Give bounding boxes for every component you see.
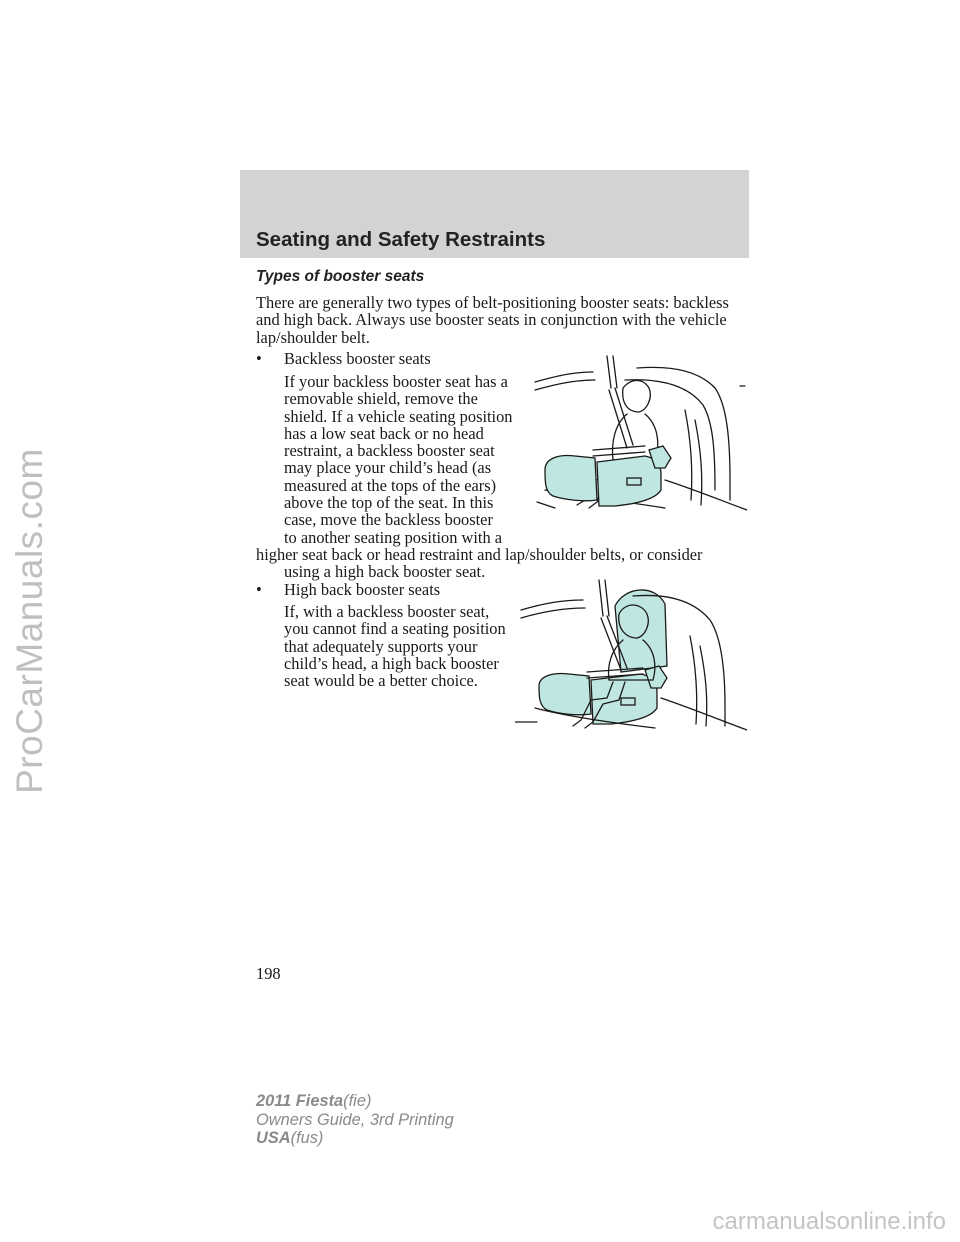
paragraph-backless: If your backless booster seat has a removable shield, remove the shield. If a vehicle seating position has a low seat back or no head restraint, a backless booster seat may place your child’s head (as measured at the tops of the ears) above the top of the seat. In this case, move the backless booster to another seating position with a higher seat back or head restraint and lap/shoulder belts, or consider using a high back booster seat. [256,372,703,582]
bottom-watermark: carmanualsonline.info [712,1208,946,1235]
section-header [240,170,749,258]
subsection-heading: Types of booster seats [256,268,425,285]
bullet-marker: • [256,580,262,599]
bullet-marker: • [256,349,262,368]
bullet-backless [256,350,556,367]
bullet-label: Backless booster seats [284,349,431,368]
side-watermark-text: ProCarManuals.com [9,448,51,794]
paragraph-high-back: If, with a backless booster seat, you cannot find a seating position that adequately supports your child’s head, a high back booster seat would be a better choice. [284,602,506,691]
footer-line-1: 2011 Fiesta(fie) [256,1092,372,1110]
footer-line-3: USA(fus) [256,1129,324,1147]
side-watermark [2,0,58,1242]
intro-paragraph: There are generally two types of belt-positioning booster seats: backless and high back. Always use booster seats in conjunction with the vehicle lap/shoulder belt. [256,293,729,347]
high-back-booster-illustration [515,576,747,742]
section-header-title: Seating and Safety Restraints [256,228,546,251]
backless-booster-illustration [515,350,747,526]
document-footer [256,1092,454,1148]
footer-line-2: Owners Guide, 3rd Printing [256,1110,454,1129]
bullet-label: High back booster seats [284,580,441,599]
page-number: 198 [256,964,281,983]
bullet-high-back [256,581,556,598]
